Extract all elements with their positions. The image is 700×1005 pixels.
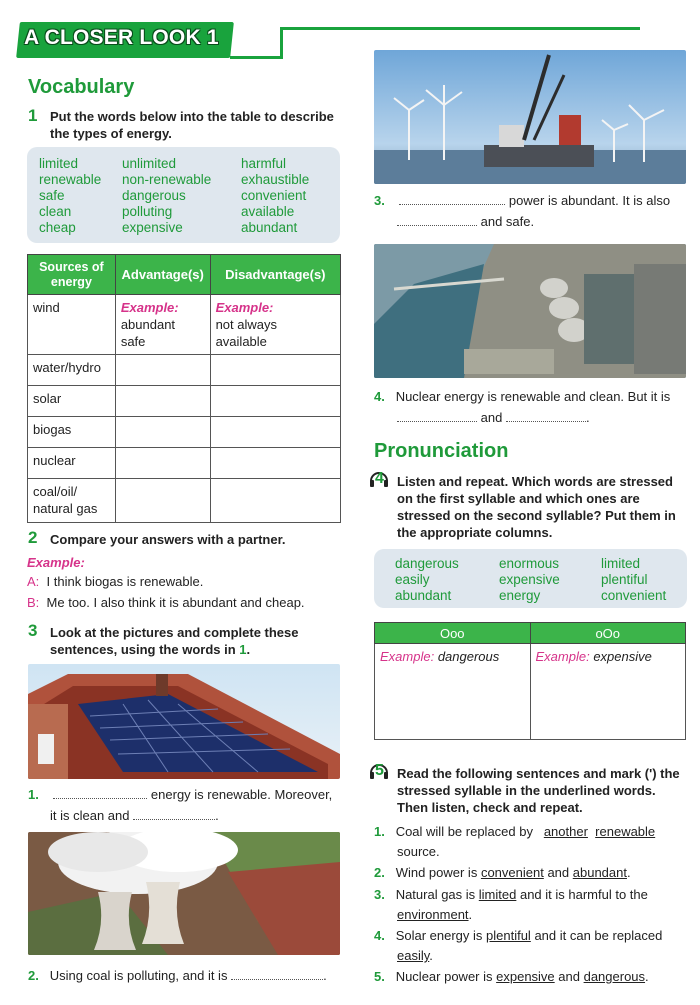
answer-blank[interactable] (397, 215, 477, 226)
sentence-2: 2. Using coal is polluting, and it is . (28, 968, 327, 983)
word: easily (395, 572, 430, 587)
table-cell[interactable]: Example: dangerous (375, 644, 531, 740)
word: non-renewable (122, 172, 212, 187)
table-header: oOo (530, 623, 686, 644)
dialogue-line-b: B: Me too. I also think it is abundant and cheap. (27, 595, 305, 610)
table-cell[interactable] (115, 386, 210, 417)
exercise-4-instruction: Listen and repeat. Which words are stressed on the first syllable and which ones are stressed on the second syllable? Put them in the appropriate columns. (397, 474, 676, 540)
stress-table (374, 622, 686, 740)
word: exhaustible (241, 172, 310, 187)
word: clean (39, 204, 72, 219)
stress-sentence-4: 4. Solar energy is plentiful and it can be replaced easily. (374, 928, 663, 963)
table-row (28, 295, 341, 355)
sentence-1-line-2: it is clean and . (50, 808, 219, 823)
word: limited (601, 556, 641, 571)
word: polluting (122, 204, 173, 219)
exercise-2-instruction: Compare your answers with a partner. (50, 532, 286, 547)
word: convenient (241, 188, 307, 203)
sentence-3: 3. power is abundant. It is also (374, 193, 671, 208)
table-row (28, 479, 341, 523)
table-cell: nuclear (28, 448, 116, 479)
word: limited (39, 156, 79, 171)
exercise-5-instruction: Read the following sentences and mark (') the stressed syllable in the underlined words. Then listen, check and repeat. (397, 766, 680, 815)
example-label: Example: (27, 555, 85, 570)
exercise-number: 1 (28, 106, 38, 125)
sentence-4-line-2: and . (397, 407, 590, 429)
table-cell[interactable] (210, 448, 340, 479)
table-header: Disadvantage(s) (210, 255, 340, 295)
exercise-number: 3 (28, 621, 38, 640)
pronunciation-title: Pronunciation (374, 440, 509, 462)
word-box (27, 147, 340, 243)
table-cell[interactable] (210, 386, 340, 417)
word: renewable (39, 172, 102, 187)
word: dangerous (122, 188, 186, 203)
table-cell: biogas (28, 417, 116, 448)
pronunciation-word-box (374, 549, 687, 608)
table-cell[interactable] (210, 355, 340, 386)
stress-sentence-5: 5. Nuclear power is expensive and dangerous. (374, 969, 649, 984)
word: abundant (241, 220, 298, 235)
table-row (28, 355, 341, 386)
table-cell[interactable] (115, 479, 210, 523)
table-row (28, 386, 341, 417)
word: safe (39, 188, 65, 203)
exercise-number: 5 (375, 762, 384, 779)
word: plentiful (601, 572, 648, 587)
nuclear-plant-photo (374, 244, 686, 378)
word: expensive (122, 220, 183, 235)
exercise-number: 4 (375, 470, 384, 487)
table-cell: solar (28, 386, 116, 417)
table-row (28, 417, 341, 448)
solar-roof-photo (28, 664, 340, 779)
coal-plant-photo (28, 832, 340, 955)
table-row (28, 448, 341, 479)
stress-sentence-3: 3. Natural gas is limited and it is harmful to the environment. (374, 887, 648, 922)
answer-blank[interactable] (506, 411, 586, 422)
stress-sentence-1: 1. Coal will be replaced by another renewable source. (374, 824, 656, 859)
table-cell: water/hydro (28, 355, 116, 386)
table-cell[interactable]: Example: expensive (530, 644, 686, 740)
table-cell[interactable] (210, 479, 340, 523)
word: dangerous (395, 556, 459, 571)
sentence-1: 1. energy is renewable. Moreover, (28, 787, 333, 802)
table-header: Sources of energy (28, 255, 116, 295)
word: unlimited (122, 156, 177, 171)
word: expensive (499, 572, 560, 587)
table-cell[interactable] (115, 448, 210, 479)
table-cell: coal/oil/ natural gas (28, 479, 116, 523)
dialogue-line-a: A: I think biogas is renewable. (27, 574, 204, 589)
word: convenient (601, 588, 667, 603)
stress-sentence-2: 2. Wind power is convenient and abundant. (374, 865, 631, 880)
word: abundant (395, 588, 452, 603)
offshore-wind-photo (374, 50, 686, 184)
table-cell[interactable] (115, 355, 210, 386)
sentence-4: 4. Nuclear energy is renewable and clean. But it is (374, 389, 671, 404)
sentence-3-line-2: and safe. (397, 211, 534, 233)
table-cell[interactable]: Example: abundant safe (115, 295, 210, 355)
word: harmful (241, 156, 287, 171)
table-cell[interactable]: Example: not always available (210, 295, 340, 355)
answer-blank[interactable] (133, 809, 215, 820)
table-row (375, 644, 686, 740)
page-title: A CLOSER LOOK 1 (24, 26, 219, 49)
table-header: Ooo (375, 623, 531, 644)
exercise-1-instruction: Put the words below into the table to describe the types of energy. (50, 109, 334, 141)
header-rule (280, 28, 283, 59)
table-cell[interactable] (115, 417, 210, 448)
table-header: Advantage(s) (115, 255, 210, 295)
header-rule (280, 27, 640, 30)
table-cell: wind (28, 295, 116, 355)
vocabulary-title: Vocabulary (28, 76, 135, 98)
word: energy (499, 588, 541, 603)
answer-blank[interactable] (399, 194, 505, 205)
exercise-number: 2 (28, 528, 38, 547)
answer-blank[interactable] (231, 969, 323, 980)
energy-table (27, 254, 341, 523)
word: enormous (499, 556, 560, 571)
answer-blank[interactable] (397, 411, 477, 422)
exercise-3-instruction: Look at the pictures and complete these sentences, using the words in 1. (50, 625, 299, 657)
answer-blank[interactable] (53, 788, 147, 799)
table-cell[interactable] (210, 417, 340, 448)
word: cheap (39, 220, 76, 235)
word: available (241, 204, 295, 219)
header-rule (230, 56, 280, 59)
